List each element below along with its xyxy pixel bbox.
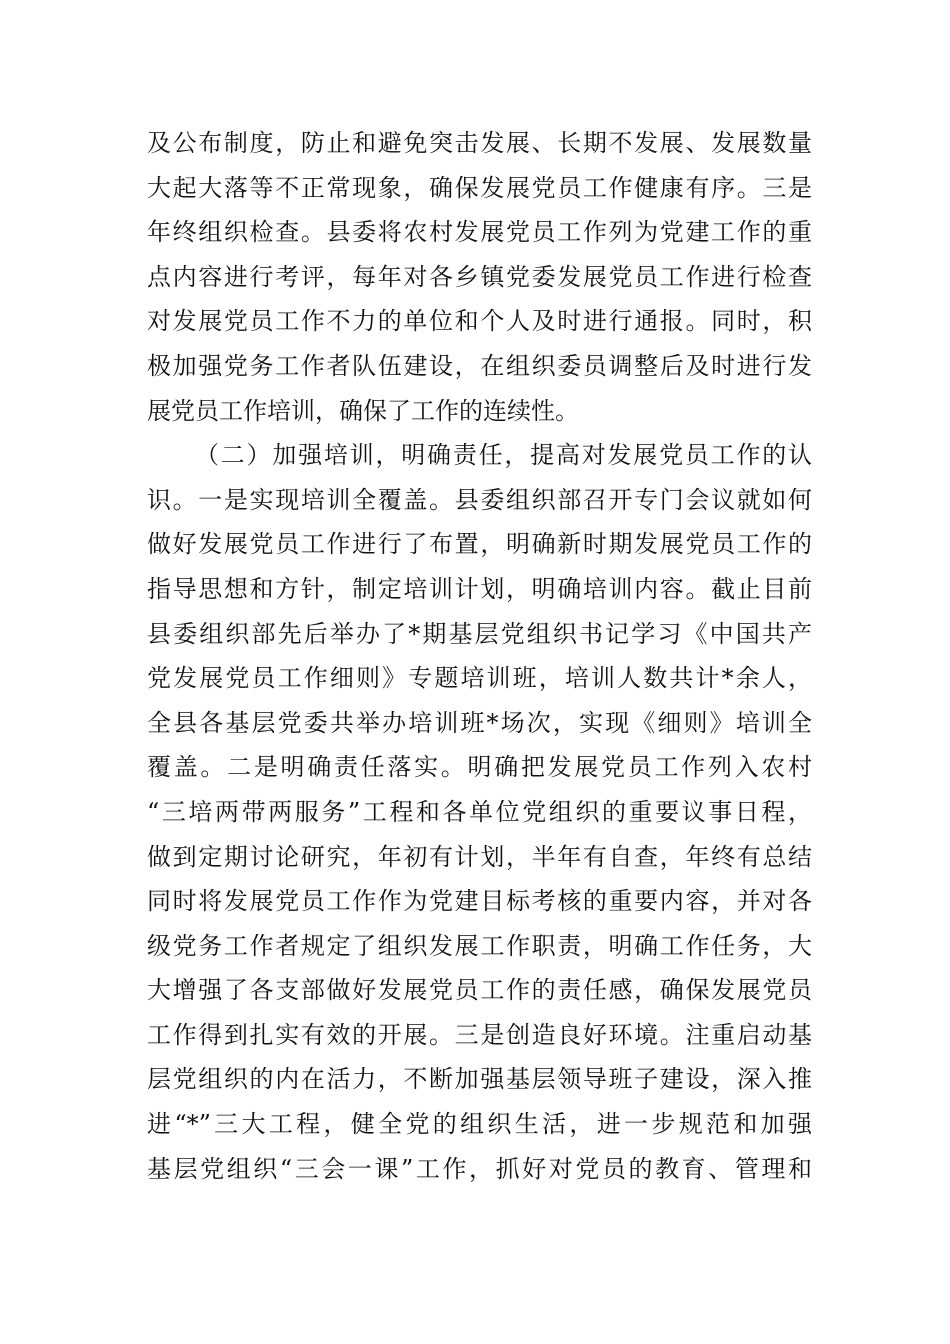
text-line: 同时将发展党员工作作为党建目标考核的重要内容，并对各 — [147, 887, 812, 916]
text-line: 识。一是实现培训全覆盖。县委组织部召开专门会议就如何 — [147, 485, 812, 514]
text-line: 对发展党员工作不力的单位和个人及时进行通报。同时，积 — [147, 307, 812, 336]
text-line: 进“*”三大工程，健全党的组织生活，进一步规范和加强 — [147, 1110, 812, 1139]
text-line: 大起大落等不正常现象，确保发展党员工作健康有序。三是 — [147, 173, 812, 202]
text-line: 极加强党务工作者队伍建设，在组织委员调整后及时进行发 — [147, 351, 812, 380]
text-line: 县委组织部先后举办了*期基层党组织书记学习《中国共产 — [147, 619, 812, 648]
text-line: 层党组织的内在活力，不断加强基层领导班子建设，深入推 — [147, 1065, 812, 1094]
body-text — [147, 121, 812, 1191]
text-line: 及公布制度，防止和避免突击发展、长期不发展、发展数量 — [147, 129, 812, 157]
text-line: 大增强了各支部做好发展党员工作的责任感，确保发展党员 — [147, 976, 812, 1005]
text-line: 做到定期讨论研究，年初有计划，半年有自查，年终有总结 — [147, 842, 812, 871]
text-line: 级党务工作者规定了组织发展工作职责，明确工作任务，大 — [147, 931, 812, 960]
text-line: 指导思想和方针，制定培训计划，明确培训内容。截止目前 — [147, 574, 812, 603]
text-line: 工作得到扎实有效的开展。三是创造良好环境。注重启动基 — [147, 1020, 812, 1049]
text-line: 做好发展党员工作进行了布置，明确新时期发展党员工作的 — [147, 530, 812, 559]
text-line: 展党员工作培训，确保了工作的连续性。 — [147, 396, 579, 425]
text-line: 党发展党员工作细则》专题培训班，培训人数共计*余人， — [147, 664, 812, 693]
text-line: “三培两带两服务”工程和各单位党组织的重要议事日程， — [147, 797, 812, 826]
section-heading-line: （二）加强培训，明确责任，提高对发展党员工作的认 — [195, 441, 812, 470]
text-line: 全县各基层党委共举办培训班*场次，实现《细则》培训全 — [147, 708, 812, 737]
text-line: 点内容进行考评，每年对各乡镇党委发展党员工作进行检查 — [147, 262, 812, 291]
text-line: 基层党组织“三会一课”工作，抓好对党员的教育、管理和 — [147, 1154, 812, 1183]
text-line: 年终组织检查。县委将农村发展党员工作列为党建工作的重 — [147, 218, 812, 247]
text-line: 覆盖。二是明确责任落实。明确把发展党员工作列入农村 — [147, 753, 812, 782]
